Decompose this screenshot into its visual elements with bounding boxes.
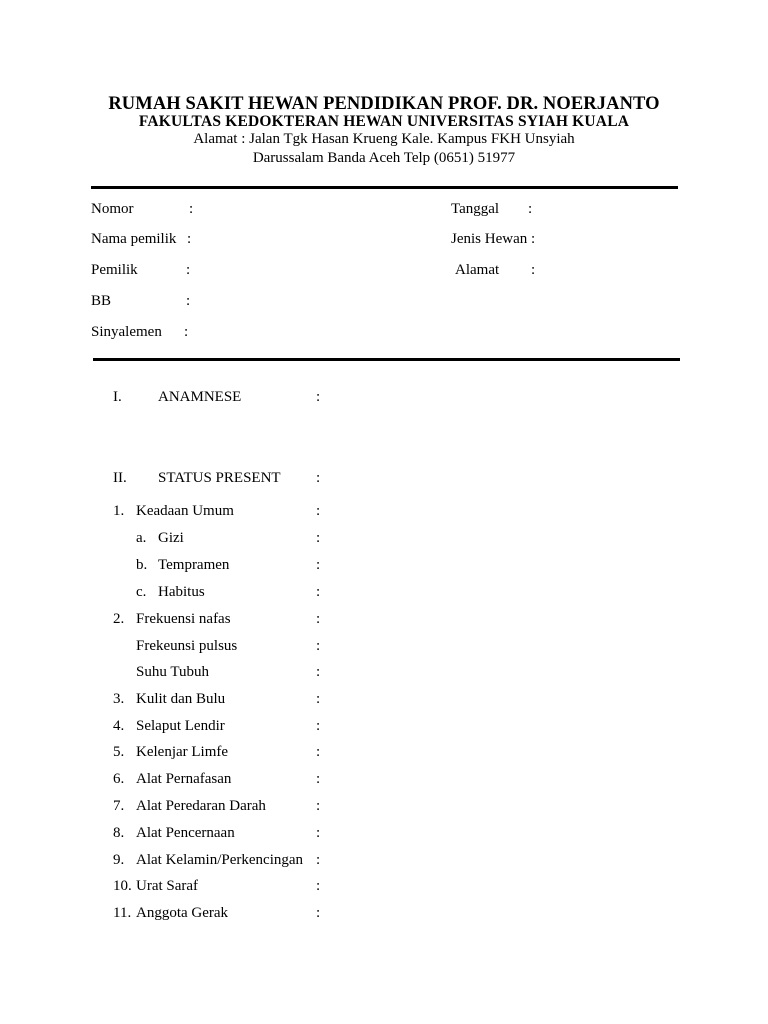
item-label: Tempramen: [158, 557, 230, 573]
colon: :: [316, 530, 321, 546]
item-number: 10.: [113, 878, 132, 894]
colon: :: [316, 825, 321, 841]
section-numeral: I.: [113, 389, 122, 405]
faculty-title: FAKULTAS KEDOKTERAN HEWAN UNIVERSITAS SYIAH KUALA: [138, 113, 630, 130]
label-alamat: Alamat: [455, 262, 500, 278]
label-jenis-hewan: Jenis Hewan :: [451, 231, 536, 247]
item-number: 4.: [113, 718, 125, 734]
address-line-2: Darussalam Banda Aceh Telp (0651) 51977: [252, 150, 516, 166]
section-title: ANAMNESE: [158, 389, 242, 405]
item-number: 7.: [113, 798, 125, 814]
label-nomor: Nomor: [91, 201, 134, 217]
institution-title: RUMAH SAKIT HEWAN PENDIDIKAN PROF. DR. NOERJANTO: [108, 94, 660, 114]
label-nama-pemilik: Nama pemilik: [91, 231, 177, 247]
item-number: 2.: [113, 611, 125, 627]
colon: :: [316, 744, 321, 760]
top-divider: [91, 186, 678, 189]
colon: :: [316, 389, 321, 405]
colon: :: [186, 262, 191, 278]
colon: :: [316, 878, 321, 894]
colon: :: [189, 201, 194, 217]
colon: :: [316, 664, 321, 680]
item-label: Frekeunsi pulsus: [136, 638, 238, 654]
colon: :: [316, 584, 321, 600]
colon: :: [316, 852, 321, 868]
colon: :: [316, 691, 321, 707]
colon: :: [316, 611, 321, 627]
bottom-divider: [93, 358, 680, 361]
colon: :: [316, 557, 321, 573]
item-number: 8.: [113, 825, 125, 841]
colon: :: [528, 201, 533, 217]
colon: :: [316, 718, 321, 734]
item-label: Keadaan Umum: [136, 503, 234, 519]
item-number: 1.: [113, 503, 125, 519]
label-pemilik: Pemilik: [91, 262, 138, 278]
item-label: Kelenjar Limfe: [136, 744, 229, 760]
item-label: Anggota Gerak: [136, 905, 229, 921]
item-label: Alat Pencernaan: [136, 825, 235, 841]
item-label: Gizi: [158, 530, 184, 546]
item-label: Kulit dan Bulu: [136, 691, 226, 707]
colon: :: [316, 798, 321, 814]
item-number: 5.: [113, 744, 125, 760]
item-label: Alat Pernafasan: [136, 771, 232, 787]
label-sinyalemen: Sinyalemen: [91, 324, 162, 340]
colon: :: [531, 262, 536, 278]
item-label: Alat Kelamin/Perkencingan: [136, 852, 304, 868]
item-number: c.: [136, 584, 147, 600]
item-number: 3.: [113, 691, 125, 707]
colon: :: [316, 638, 321, 654]
item-label: Suhu Tubuh: [136, 664, 209, 680]
colon: :: [187, 231, 192, 247]
colon: :: [184, 324, 189, 340]
item-label: Habitus: [158, 584, 205, 600]
item-number: 6.: [113, 771, 125, 787]
item-label: Selaput Lendir: [136, 718, 225, 734]
colon: :: [316, 503, 321, 519]
colon: :: [316, 470, 321, 486]
item-number: 11.: [113, 905, 132, 921]
item-label: Urat Saraf: [136, 878, 199, 894]
item-label: Alat Peredaran Darah: [136, 798, 266, 814]
address-line-1: Alamat : Jalan Tgk Hasan Krueng Kale. Kampus FKH Unsyiah: [193, 131, 575, 147]
item-label: Frekuensi nafas: [136, 611, 231, 627]
colon: :: [316, 905, 321, 921]
item-number: 9.: [113, 852, 125, 868]
colon: :: [186, 293, 191, 309]
colon: :: [316, 771, 321, 787]
item-number: b.: [136, 557, 148, 573]
item-number: a.: [136, 530, 147, 546]
section-numeral: II.: [113, 470, 127, 486]
label-bb: BB: [91, 293, 112, 309]
label-tanggal: Tanggal: [451, 201, 500, 217]
section-title: STATUS PRESENT: [158, 470, 281, 486]
